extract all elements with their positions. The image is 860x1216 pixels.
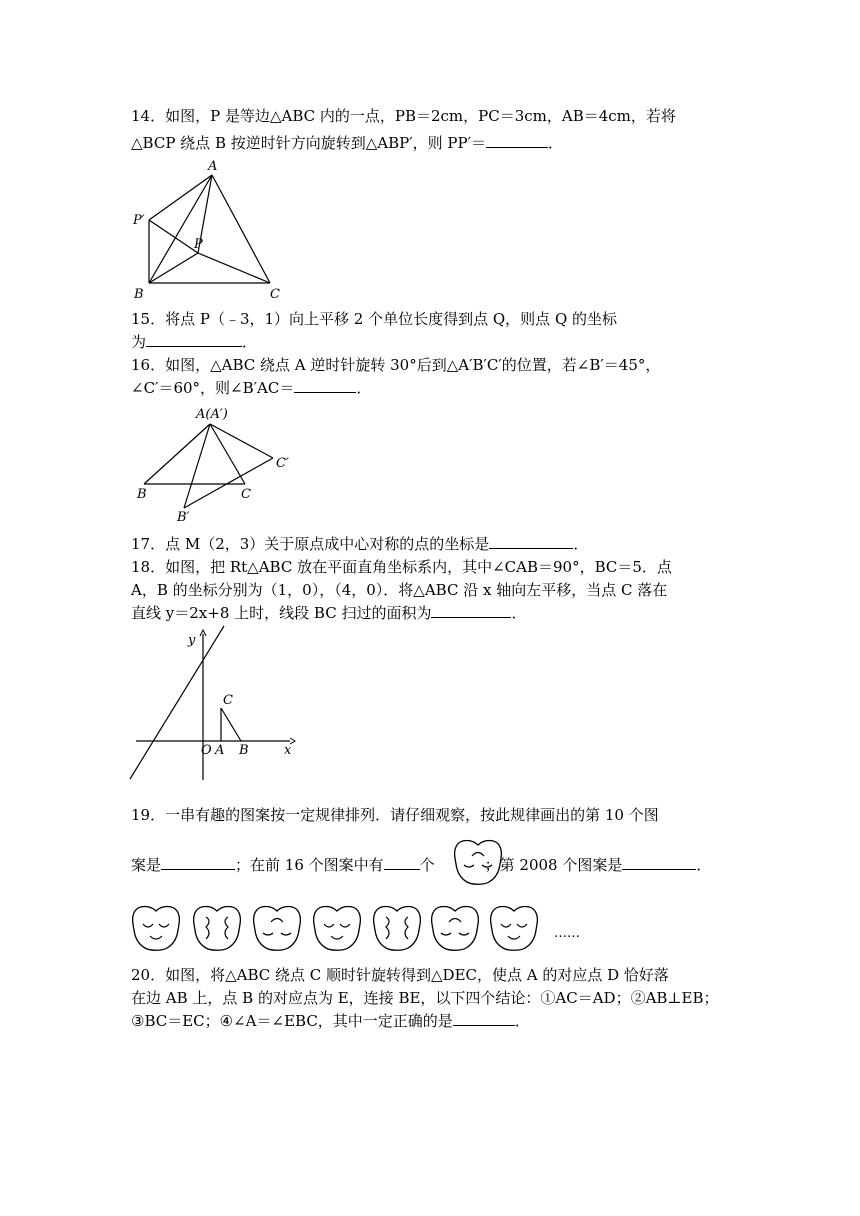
answer-blank[interactable]: [384, 855, 420, 870]
q18-label-c: C: [223, 693, 233, 708]
q18-line3: [131, 603, 526, 623]
q20-end: ．: [514, 1012, 530, 1030]
q14-label-b: B: [134, 287, 144, 301]
q18-label-o: O: [201, 743, 212, 758]
q14-line1: 14．如图，P 是等边△ABC 内的一点，PB＝2cm，PC＝3cm，AB＝4cm，若将: [131, 107, 676, 125]
answer-blank[interactable]: [161, 855, 235, 870]
q15-line2: [131, 332, 257, 352]
q14-label-pp: P′: [133, 213, 145, 228]
q18-label-y: y: [188, 633, 196, 648]
answer-blank[interactable]: [146, 332, 242, 347]
q20-text: ③BC＝EC；④∠A＝∠EBC，其中一定正确的是: [131, 1012, 453, 1030]
q19-line1: 19．一串有趣的图案按一定规律排列．请仔细观察，按此规律画出的第 10 个图: [131, 806, 659, 824]
q14-line2: [131, 133, 563, 153]
q18-end: ．: [511, 604, 527, 622]
answer-blank[interactable]: [431, 603, 511, 618]
q16-line2: [131, 378, 371, 398]
pattern-ellipsis: ……: [554, 926, 580, 941]
answer-blank[interactable]: [453, 1011, 515, 1026]
q18-line1: 18．如图，把 Rt△ABC 放在平面直角坐标系内，其中∠CAB＝90°，BC＝5．点: [131, 558, 672, 576]
q16-label-bp: B′: [177, 510, 190, 524]
q17-line1: [131, 534, 588, 554]
q16-line1: 16．如图，△ABC 绕点 A 逆时针旋转 30°后到△A′B′C′的位置，若∠B′＝45°，: [131, 356, 661, 374]
q19-text-a: 案是: [131, 856, 162, 874]
q14-text: △BCP 绕点 B 按逆时针方向旋转到△ABP′，则 PP′＝: [131, 134, 486, 152]
q19-text-c: 个: [419, 856, 435, 874]
q16-label-aa: A(A′): [196, 407, 228, 422]
q19-line2: [131, 855, 711, 875]
pattern-1-smile-heart-icon: [130, 904, 182, 954]
q18-label-x: x: [284, 743, 292, 758]
q14-figure: [130, 156, 290, 301]
q14-end: ．: [548, 134, 564, 152]
pattern-4-smile-heart-icon: [311, 904, 363, 954]
q20-line2: 在边 AB 上，点 B 的对应点为 E，连接 BE，以下四个结论：①AC＝AD；②AB⊥EB；: [131, 989, 719, 1007]
q18-label-a: A: [215, 743, 225, 758]
q17-end: ．: [573, 535, 589, 553]
q14-label-p: P: [194, 237, 203, 252]
q20-line1: 20．如图，将△ABC 绕点 C 顺时针旋转得到△DEC，使点 A 的对应点 D 恰好落: [131, 966, 669, 984]
q15-line1: 15．将点 P（﹣3，1）向上平移 2 个单位长度得到点 Q，则点 Q 的坐标: [131, 310, 618, 328]
q18-figure: [128, 624, 303, 784]
q19-text-d: ；第 2008 个图案是: [484, 856, 623, 874]
pattern-3-frown-heart-icon: [251, 904, 303, 954]
q18-line2: A，B 的坐标分别为（1，0），（4，0）．将△ABC 沿 x 轴向左平移，当点 C 落在: [131, 581, 668, 599]
answer-blank[interactable]: [489, 534, 573, 549]
q20-line3: [131, 1011, 530, 1031]
q16-label-b: B: [137, 487, 147, 502]
q16-end: ．: [356, 379, 372, 397]
q16-label-cp: C′: [276, 456, 289, 471]
q14-label-c: C: [270, 287, 280, 301]
pattern-6-frown-heart-icon: [429, 904, 481, 954]
q15-end: ．: [242, 333, 258, 351]
pattern-7-smile-heart-icon: [488, 904, 540, 954]
q16-figure: [130, 404, 300, 524]
q18-label-b: B: [239, 743, 249, 758]
q19-text-b: ；在前 16 个图案中有: [235, 856, 384, 874]
q14-label-a: A: [208, 159, 218, 174]
q17-text: 17．点 M（2，3）关于原点成中心对称的点的坐标是: [131, 535, 490, 553]
pattern-5-brace-heart-icon: [371, 904, 423, 954]
q19-text-e: ．: [696, 856, 712, 874]
q16-text: ∠C′＝60°，则∠B′AC＝: [131, 379, 295, 397]
q15-text: 为: [131, 333, 147, 351]
q16-label-c: C: [241, 487, 251, 502]
frown-heart-icon: [452, 838, 504, 888]
answer-blank[interactable]: [622, 855, 696, 870]
q18-text: 直线 y＝2x+8 上时，线段 BC 扫过的面积为: [131, 604, 432, 622]
pattern-2-brace-heart-icon: [191, 904, 243, 954]
answer-blank[interactable]: [294, 378, 356, 393]
answer-blank[interactable]: [486, 133, 548, 148]
